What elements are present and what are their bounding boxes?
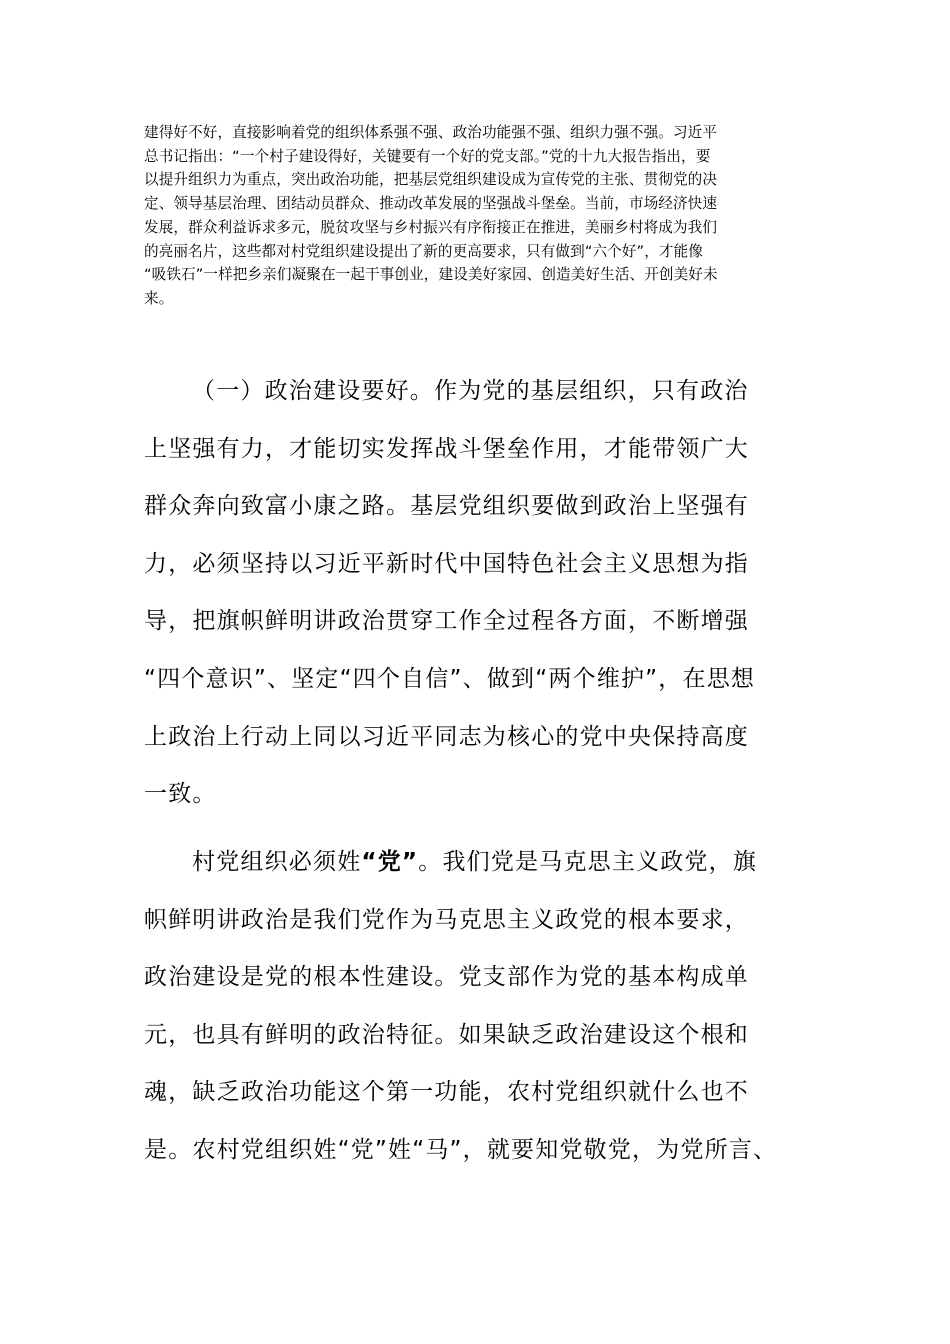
section-party-identity (144, 834, 824, 1180)
intro-line: 定、领导基层治理、团结动员群众、推动改革发展的坚强战斗堡垒。当前，市场经济快速 (144, 195, 718, 213)
body-line: 政治建设是党的根本性建设。党支部作为党的基本构成单 (144, 964, 749, 991)
body-line: 魂，缺乏政治功能这个第一功能，农村党组织就什么也不 (144, 1079, 749, 1106)
line-prefix: 村党组织必须姓 (192, 849, 362, 875)
body-line: 群众奔向致富小康之路。基层党组织要做到政治上坚强有 (144, 493, 749, 520)
body-line: 上坚强有力，才能切实发挥战斗堡垒作用，才能带领广大 (144, 435, 749, 462)
intro-line: 来。 (144, 289, 174, 307)
intro-paragraph (144, 121, 810, 311)
line-suffix: 。我们党是马克思主义政党，旗 (418, 849, 758, 875)
section-political-building (144, 363, 824, 824)
intro-line: “吸铁石”一样把乡亲们凝聚在一起干事创业，建设美好家园、创造美好生活、开创美好未 (144, 266, 718, 284)
intro-line: 的亮丽名片，这些都对村党组织建设提出了新的更高要求，只有做到“六个好”，才能像 (144, 242, 703, 260)
body-line (144, 834, 824, 892)
intro-line: 发展，群众利益诉求多元，脱贫攻坚与乡村振兴有序衔接正在推进，美丽乡村将成为我们 (144, 218, 718, 236)
bold-emphasis: “党” (361, 849, 419, 875)
intro-line: 建得好不好，直接影响着党的组织体系强不强、政治功能强不强、组织力强不强。习近平 (144, 124, 718, 141)
body-line: 上政治上行动上同以习近平同志为核心的党中央保持高度 (144, 723, 749, 750)
body-line: 元，也具有鲜明的政治特征。如果缺乏政治建设这个根和 (144, 1021, 749, 1048)
body-line: 导，把旗帜鲜明讲政治贯穿工作全过程各方面，不断增强 (144, 608, 749, 635)
section-heading-line: （一）政治建设要好。作为党的基层组织，只有政治 (192, 378, 749, 404)
body-line: 一致。 (144, 781, 217, 808)
intro-line: 总书记指出：“一个村子建设得好，关键要有一个好的党支部。”党的十九大报告指出，要 (144, 147, 711, 165)
body-line: 是。农村党组织姓“党”姓“马”，就要知党敬党，为党所言、 (144, 1136, 778, 1163)
intro-line: 以提升组织力为重点，突出政治功能，把基层党组织建设成为宣传党的主张、贯彻党的决 (144, 171, 718, 189)
body-line: “四个意识”、坚定“四个自信”、做到“两个维护”，在思想 (144, 665, 756, 692)
body-line: 帜鲜明讲政治是我们党作为马克思主义政党的根本要求， (144, 906, 749, 933)
body-line: 力，必须坚持以习近平新时代中国特色社会主义思想为指 (144, 550, 749, 577)
